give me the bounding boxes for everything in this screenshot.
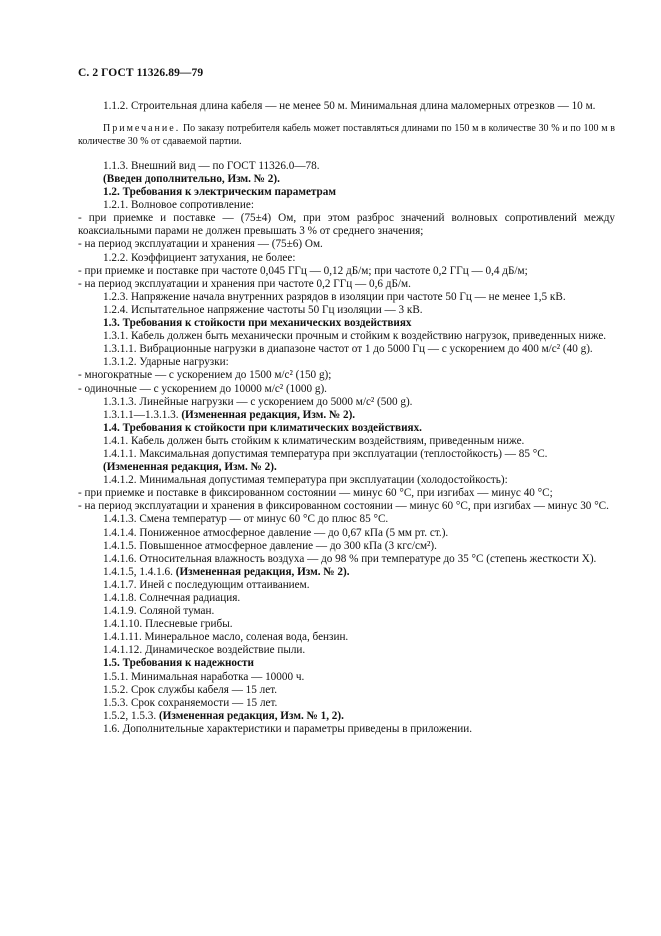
edit-note-1-5 — [78, 710, 615, 723]
clause-1-3-1-2-item-b: - одиночные — с ускорением до 10000 м/с² (1000 g). — [78, 382, 327, 395]
edit-note-1-5-ref: 1.5.2, 1.5.3. — [103, 709, 157, 722]
edit-note-1-4 — [78, 566, 615, 579]
section-heading-1-3: 1.3. Требования к стойкости при механических воздействиях — [103, 317, 412, 330]
clause-1-4-1-5: 1.4.1.5. Повышенное атмосферное давление — до 300 кПа (3 кгс/см²). — [103, 539, 437, 552]
clause-1-4-1-3: 1.4.1.3. Смена температур — от минус 60 °С до плюс 85 °С. — [103, 513, 389, 526]
edit-note-1-3 — [78, 409, 615, 422]
section-heading-1-5: 1.5. Требования к надежности — [103, 657, 254, 670]
clause-1-4-1-8: 1.4.1.8. Солнечная радиация. — [103, 592, 241, 604]
clause-1-5-3: 1.5.3. Срок сохраняемости — 15 лет. — [103, 696, 278, 709]
clause-1-4-1-10: 1.4.1.10. Плесневые грибы. — [103, 618, 233, 631]
edit-note-1-5-text: (Измененная редакция, Изм. № 1, 2). — [158, 709, 344, 722]
edit-note-1-3-ref: 1.3.1.1—1.3.1.3. — [103, 408, 179, 421]
clause-1-4-1-11: 1.4.1.11. Минеральное масло, соленая вода, бензин. — [103, 631, 349, 644]
clause-1-3-1-1: 1.3.1.1. Вибрационные нагрузки в диапазоне частот от 1 до 5000 Гц — с ускорением до 400 м/с² (40 g). — [103, 343, 593, 356]
clause-1-2-4: 1.2.4. Испытательное напряжение частоты 50 Гц изоляции — 3 кВ. — [103, 303, 423, 316]
clause-1-4-1-9: 1.4.1.9. Соляной туман. — [103, 605, 215, 618]
clause-1-2-2: 1.2.2. Коэффициент затухания, не более: — [103, 251, 296, 264]
clause-1-2-1-item-b: - на период эксплуатации и хранения — (75±6) Ом. — [78, 238, 323, 251]
section-heading-1-4: 1.4. Требования к стойкости при климатических воздействиях. — [103, 421, 422, 434]
clause-1-6: 1.6. Дополнительные характеристики и параметры приведены в приложении. — [103, 722, 473, 735]
clause-1-5-1: 1.5.1. Минимальная наработка — 10000 ч. — [103, 670, 305, 683]
clause-1-4-1-2: 1.4.1.2. Минимальная допустимая температура при эксплуатации (холодостойкость): — [103, 474, 508, 487]
document-body — [78, 100, 615, 736]
page-header: С. 2 ГОСТ 11326.89—79 — [78, 67, 204, 79]
clause-1-4-1-1: 1.4.1.1. Максимальная допустимая температура при эксплуатации (теплостойкость) — 85 °С. — [103, 447, 548, 460]
edit-note-1-3-text: (Измененная редакция, Изм. № 2). — [181, 408, 356, 421]
clause-1-2-2-item-a: - при приемке и поставке при частоте 0,045 ГГц — 0,12 дБ/м; при частоте 0,2 ГГц — 0,4 дБ/м; — [78, 264, 528, 277]
clause-1-4-1: 1.4.1. Кабель должен быть стойким к климатическим воздействиям, приведенным ниже. — [103, 434, 525, 447]
clause-1-1-3: 1.1.3. Внешний вид — по ГОСТ 11326.0—78. — [103, 159, 320, 172]
clause-1-4-1-2-item-a: - при приемке и поставке в фиксированном состоянии — минус 60 °С, при изгибах — минус 40 °С; — [78, 487, 553, 500]
clause-1-3-1: 1.3.1. Кабель должен быть механически прочным и стойким к воздействию нагрузок, приведенных ниже. — [103, 330, 607, 343]
note-label: Примечание. — [103, 123, 181, 135]
note — [78, 123, 615, 148]
clause-1-3-1-2: 1.3.1.2. Ударные нагрузки: — [103, 356, 229, 369]
clause-1-2-2-item-b: - на период эксплуатации и хранения при частоте 0,2 ГГц — 0,6 дБ/м. — [78, 277, 411, 290]
note-text: По заказу потребителя кабель может поставляться длинами по 150 м в количестве 30 % и по 100 м в количестве 30 % от сдаваемой партии. — [78, 123, 615, 147]
clause-1-4-1-12: 1.4.1.12. Динамическое воздействие пыли. — [103, 644, 306, 657]
clause-1-5-2: 1.5.2. Срок службы кабеля — 15 лет. — [103, 683, 278, 696]
clause-1-3-1-2-item-a: - многократные — с ускорением до 1500 м/с² (150 g); — [78, 369, 332, 382]
clause-1-2-1: 1.2.1. Волновое сопротивление: — [103, 199, 254, 212]
edit-note-introduced: (Введен дополнительно, Изм. № 2). — [103, 173, 280, 185]
clause-1-4-1-2-item-b: - на период эксплуатации и хранения в фиксированном состоянии — минус 60 °С, при изгибах — минус 30 °С. — [78, 500, 609, 513]
edit-note-1-4-text: (Измененная редакция, Изм. № 2). — [175, 565, 350, 578]
edit-note-1-4-1-1: (Измененная редакция, Изм. № 2). — [103, 461, 277, 474]
clause-1-3-1-3: 1.3.1.3. Линейные нагрузки — с ускорением до 5000 м/с² (500 g). — [103, 395, 413, 408]
clause-1-4-1-6: 1.4.1.6. Относительная влажность воздуха — до 98 % при температуре до 35 °С (степень жесткости X). — [103, 552, 597, 565]
edit-note-1-4-ref: 1.4.1.5, 1.4.1.6. — [103, 565, 173, 578]
clause-1-4-1-4: 1.4.1.4. Пониженное атмосферное давление — до 0,67 кПа (5 мм рт. ст.). — [103, 526, 449, 539]
section-heading-1-2: 1.2. Требования к электрическим параметрам — [103, 186, 336, 199]
clause-1-2-1-item-a: - при приемке и поставке — (75±4) Ом, при этом разброс значений волновых сопротивлений между коаксиальными парами не должен превышать 3 % от среднего значения; — [78, 212, 615, 238]
clause-1-4-1-7: 1.4.1.7. Иней с последующим оттаиванием. — [103, 578, 310, 591]
clause-1-1-2: 1.1.2. Строительная длина кабеля — не менее 50 м. Минимальная длина маломерных отрезков — 10 м. — [103, 100, 596, 112]
clause-1-2-3: 1.2.3. Напряжение начала внутренних разрядов в изоляции при частоте 50 Гц — не менее 1,5 кВ. — [103, 290, 566, 303]
